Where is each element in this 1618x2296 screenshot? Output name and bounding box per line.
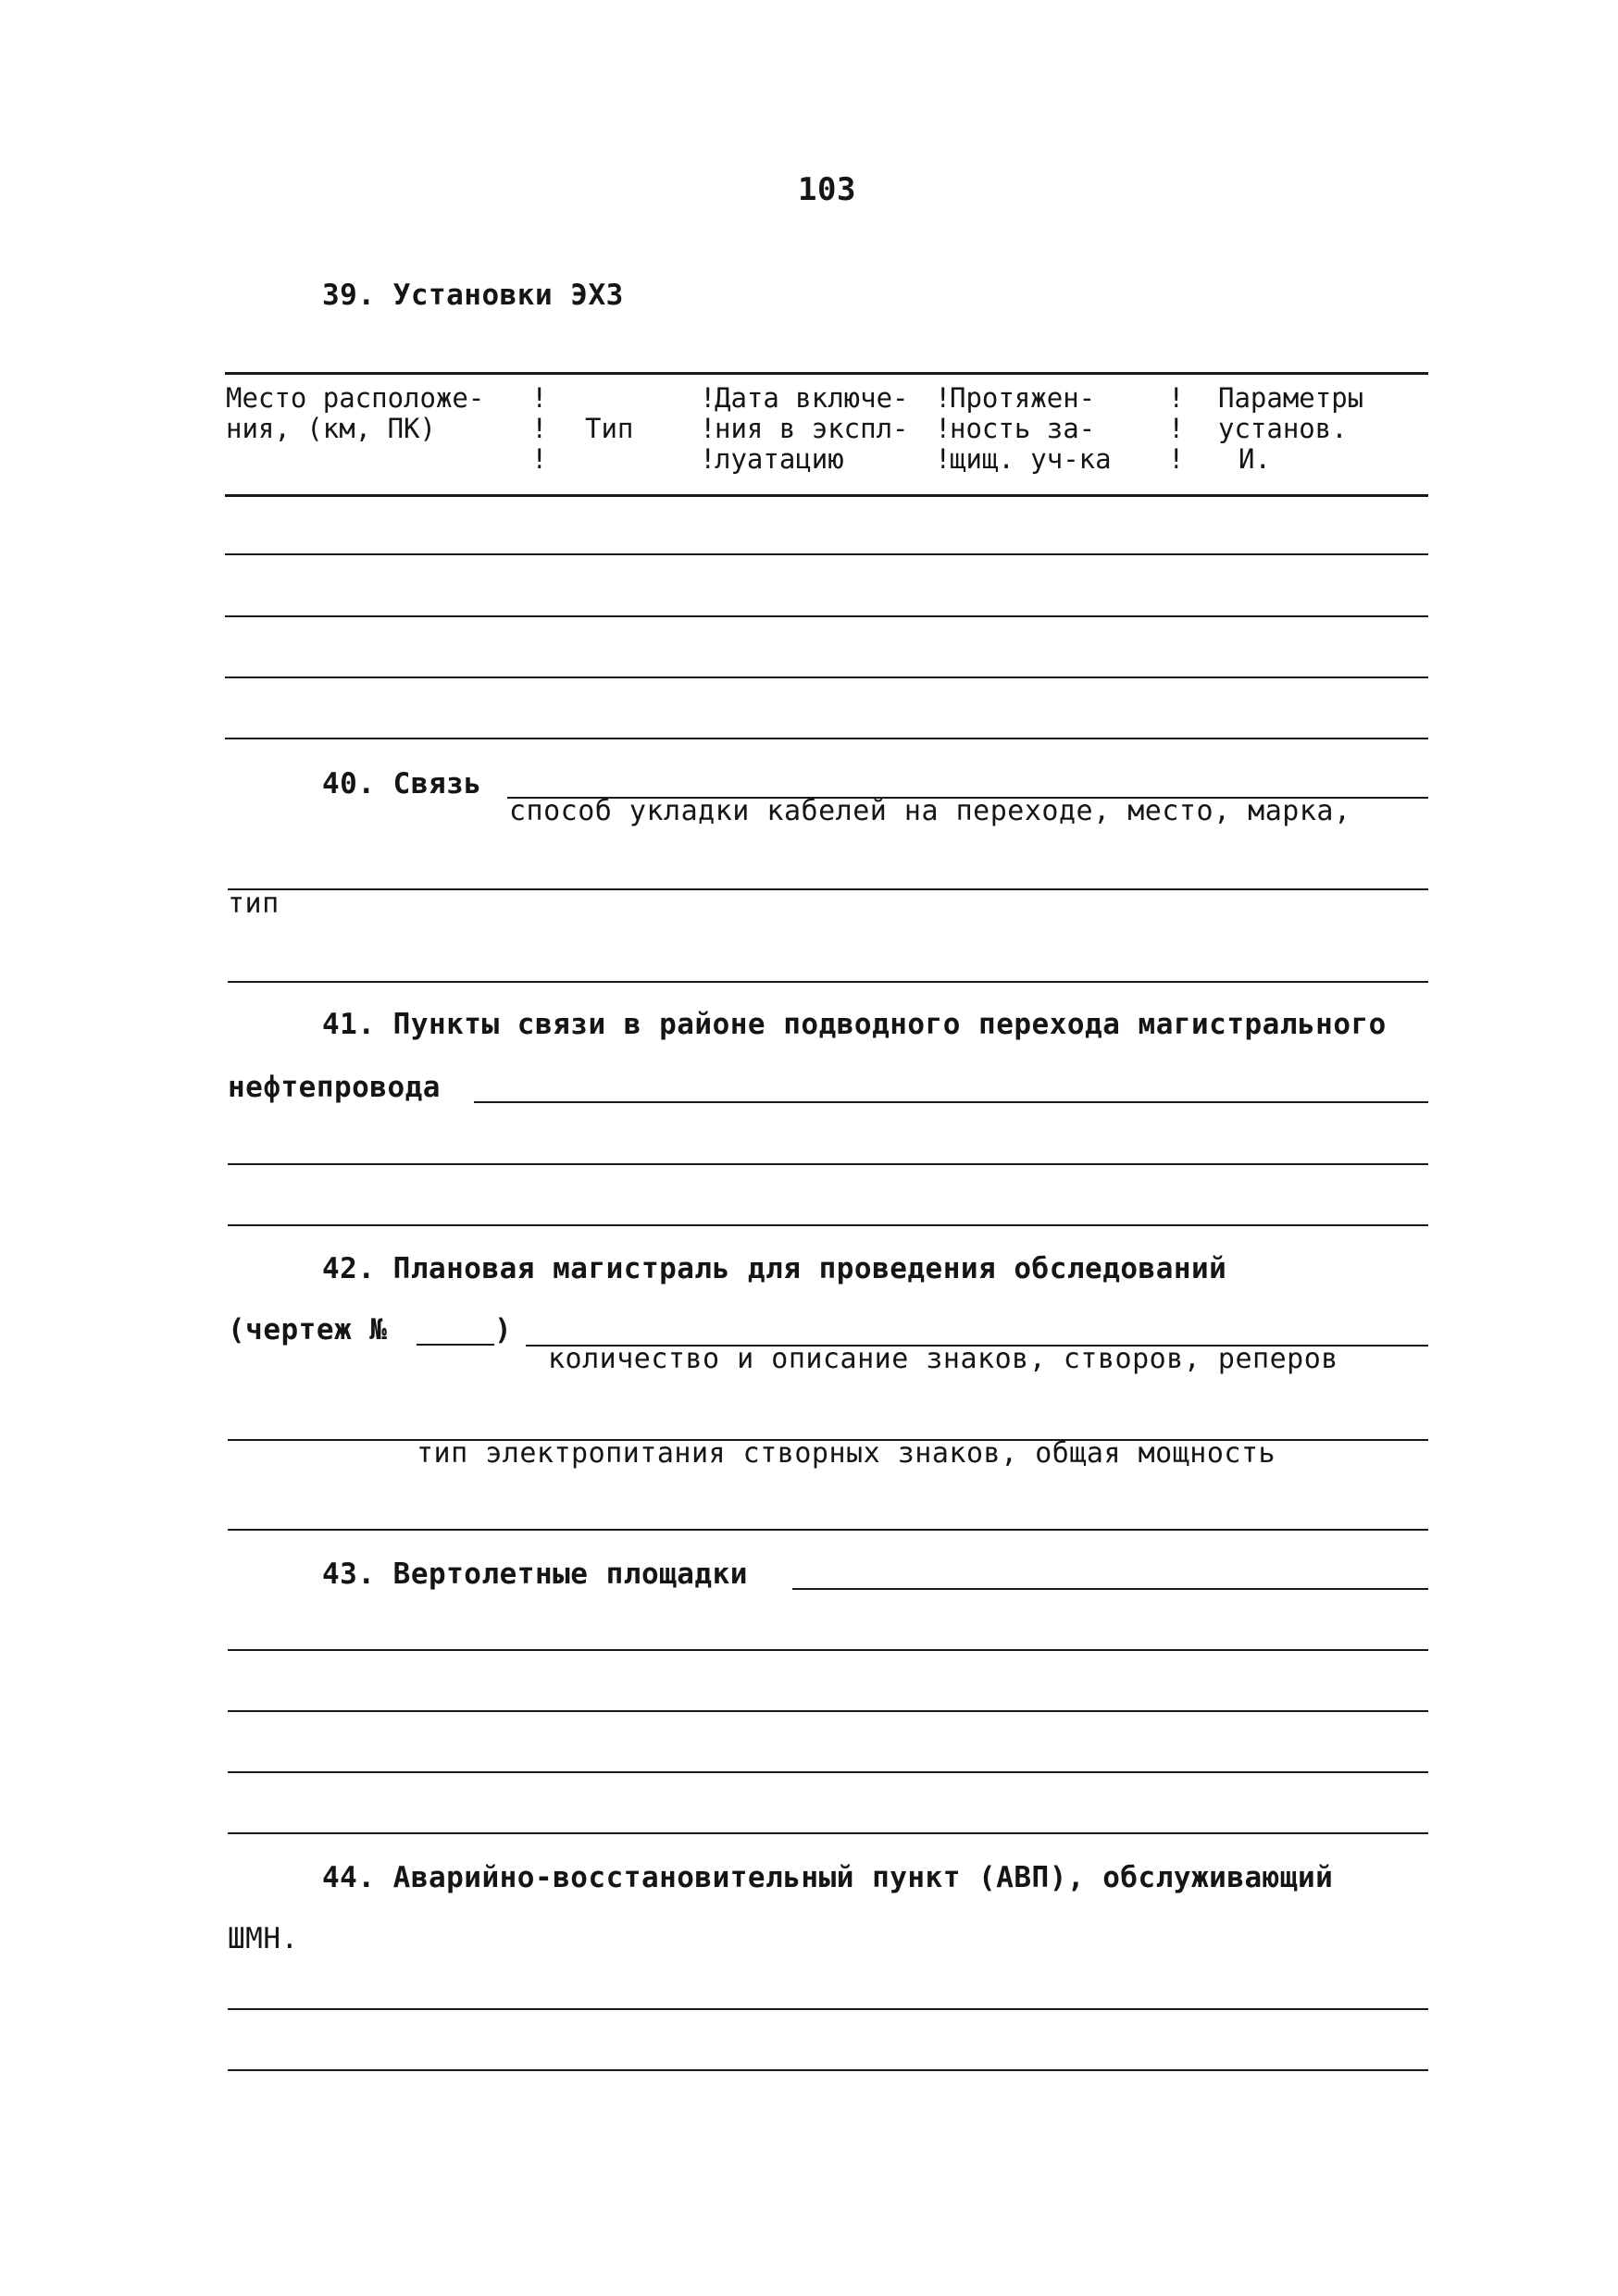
table-sep-4b: !	[1168, 413, 1185, 444]
table-sep-2c: !	[700, 443, 716, 475]
section-42-drawing-prefix: (чертеж №	[228, 1313, 388, 1347]
table-sep-4c: !	[1168, 443, 1185, 475]
s44-line-2	[228, 2069, 1428, 2071]
table-row-line-2	[225, 615, 1428, 617]
table-row-line-1	[225, 553, 1428, 555]
section-42-line1: 42. Плановая магистраль для проведения обследований	[322, 1252, 1227, 1285]
table-sep-4: !	[1168, 382, 1185, 414]
table-sep-3: !	[935, 382, 952, 414]
table-sep-3c: !	[935, 443, 952, 475]
table-header-params-l3: И.	[1238, 443, 1271, 475]
table-top-rule	[225, 372, 1428, 375]
s43-fill-line	[792, 1588, 1428, 1590]
s44-line-1	[228, 2008, 1428, 2010]
table-header-location-l1: Место расположе-	[226, 382, 485, 414]
s41-line-3	[228, 1224, 1428, 1226]
s42-line-3	[228, 1529, 1428, 1531]
table-row-line-3	[225, 676, 1428, 678]
table-header-params-l2: установ.	[1218, 413, 1348, 444]
table-header-type: Тип	[585, 413, 634, 444]
table-header-length-l2: ность за-	[950, 413, 1096, 444]
s40-line-2	[228, 888, 1428, 890]
table-header-date-l3: луатацию	[715, 443, 844, 475]
table-header-params-l1: Параметры	[1218, 382, 1364, 414]
s41-line-2	[228, 1163, 1428, 1165]
s43-line-5	[228, 1832, 1428, 1834]
section-39-title: 39. Установки ЭХЗ	[322, 279, 624, 312]
s43-line-3	[228, 1710, 1428, 1712]
s42-caption-1: количество и описание знаков, створов, реперов	[548, 1343, 1338, 1375]
table-header-location-l2: ния, (км, ПК)	[226, 413, 436, 444]
section-44-line2: ШМН.	[228, 1922, 299, 1955]
s40-line-3	[228, 981, 1428, 983]
s43-line-4	[228, 1771, 1428, 1773]
table-sep-2b: !	[700, 413, 716, 444]
table-sep-1b: !	[531, 413, 548, 444]
section-41-line1: 41. Пункты связи в районе подводного перехода магистрального	[322, 1008, 1387, 1041]
section-43-title: 43. Вертолетные площадки	[322, 1558, 748, 1591]
table-sep-1: !	[531, 382, 548, 414]
s42-caption-2: тип электропитания створных знаков, общая мощность	[417, 1437, 1276, 1470]
table-header-date-l2: ния в экспл-	[715, 413, 909, 444]
drawing-number-blank	[417, 1344, 494, 1346]
s43-line-2	[228, 1649, 1428, 1651]
table-sep-3b: !	[935, 413, 952, 444]
page-number: 103	[798, 171, 856, 208]
s41-fill-line	[474, 1101, 1428, 1103]
s40-caption: способ укладки кабелей на переходе, место, марка,	[509, 795, 1351, 827]
table-header-length-l3: щищ. уч-ка	[950, 443, 1112, 475]
section-41-line2: нефтепровода	[228, 1071, 441, 1104]
section-42-drawing-suffix: )	[494, 1313, 513, 1347]
table-row-line-4	[225, 738, 1428, 739]
table-header-date-l1: Дата включе-	[715, 382, 909, 414]
section-44-line1: 44. Аварийно-восстановительный пункт (АВП), обслуживающий	[322, 1861, 1334, 1894]
table-sep-1c: !	[531, 443, 548, 475]
table-header-length-l1: Протяжен-	[950, 382, 1096, 414]
table-sep-2: !	[700, 382, 716, 414]
table-header-rule	[225, 494, 1428, 497]
section-40-title: 40. Связь	[322, 767, 482, 800]
s40-continued: тип	[228, 887, 280, 920]
